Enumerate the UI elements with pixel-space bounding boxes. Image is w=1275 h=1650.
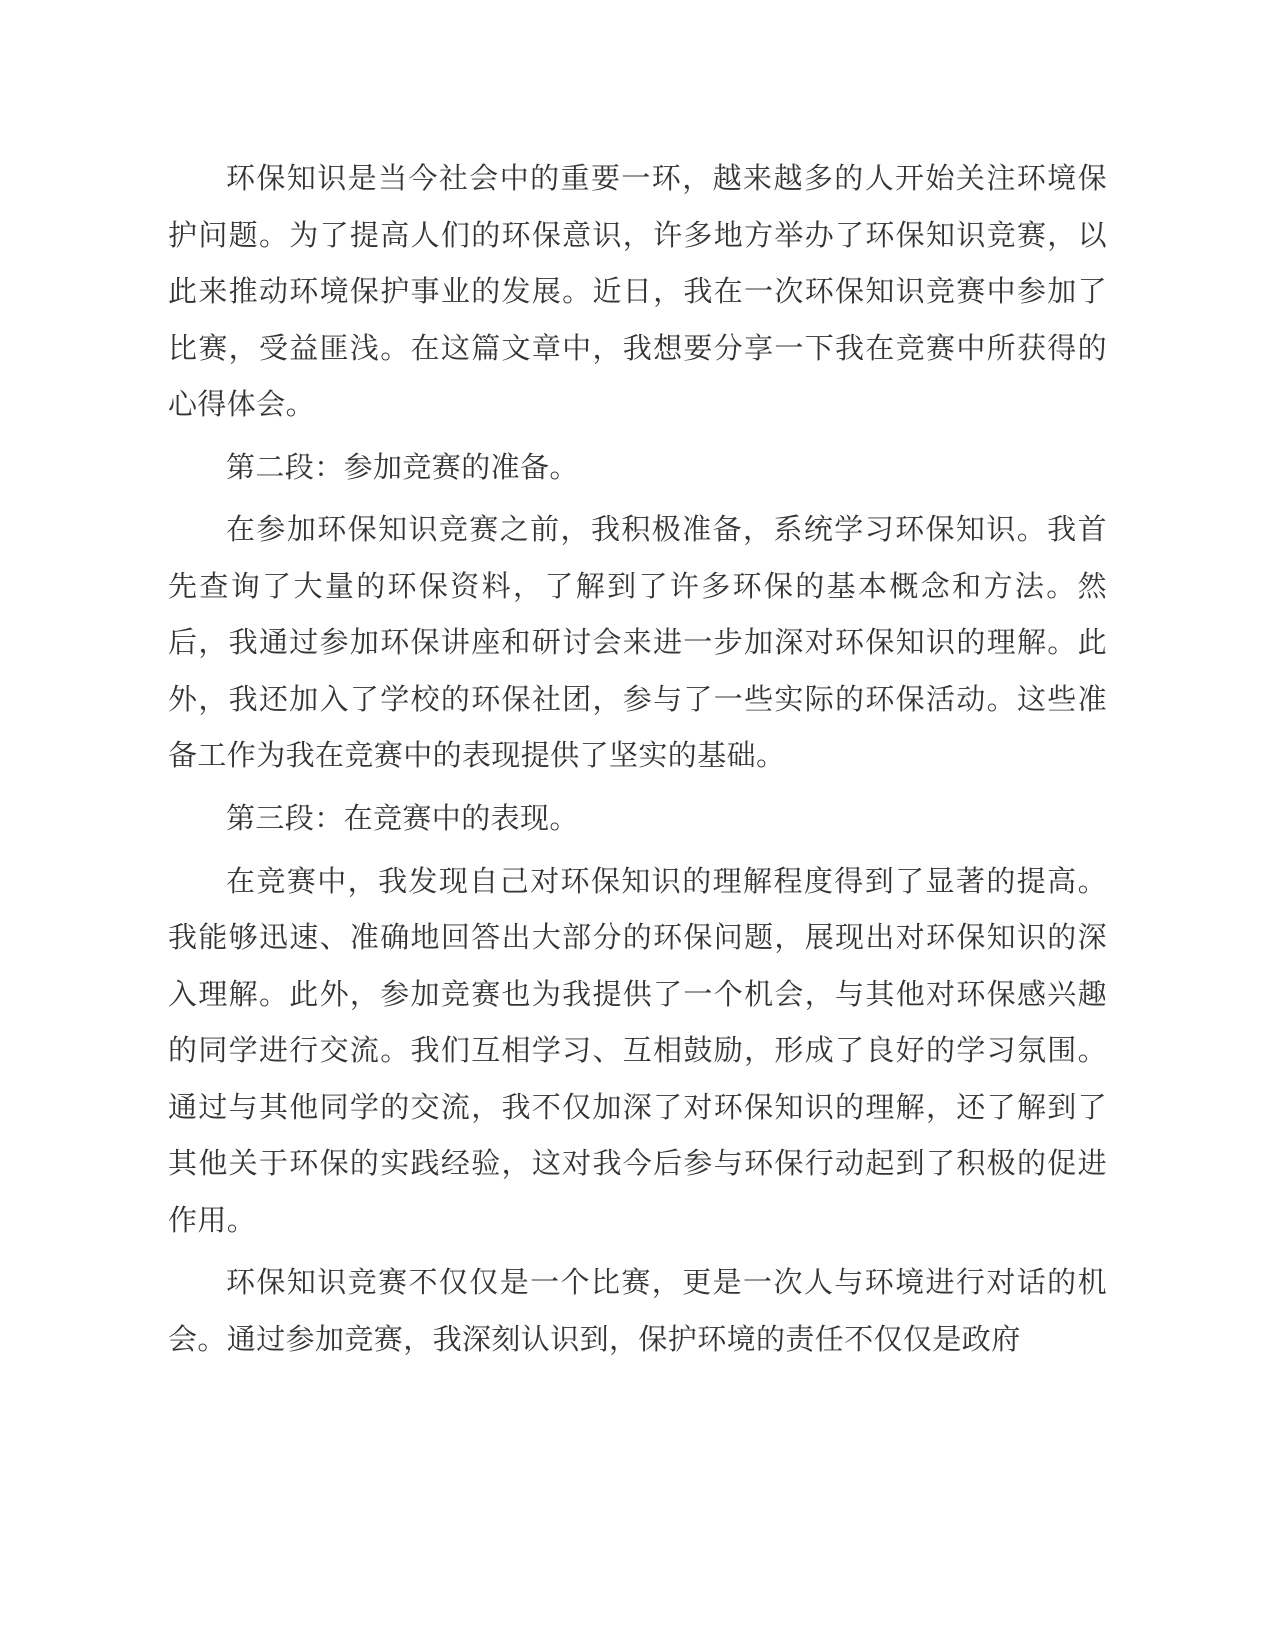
paragraph: 在参加环保知识竞赛之前，我积极准备，系统学习环保知识。我首先查询了大量的环保资料，了解到了许多环保的基本概念和方法。然后，我通过参加环保讲座和研讨会来进一步加深对环保知识的理解。此外，我还加入了学校的环保社团，参与了一些实际的环保活动。这些准备工作为我在竞赛中的表现提供了坚实的基础。 — [168, 512, 1107, 773]
document-body — [168, 150, 1107, 1367]
paragraph: 第二段：参加竞赛的准备。 — [226, 449, 579, 484]
paragraph: 在竞赛中，我发现自己对环保知识的理解程度得到了显著的提高。我能够迅速、准确地回答出大部分的环保问题，展现出对环保知识的深入理解。此外，参加竞赛也为我提供了一个机会，与其他对环保感兴趣的同学进行交流。我们互相学习、互相鼓励，形成了良好的学习氛围。通过与其他同学的交流，我不仅加深了对环保知识的理解，还了解到了其他关于环保的实践经验，这对我今后参与环保行动起到了积极的促进作用。 — [168, 863, 1107, 1237]
paragraph: 环保知识是当今社会中的重要一环，越来越多的人开始关注环境保护问题。为了提高人们的环保意识，许多地方举办了环保知识竞赛，以此来推动环境保护事业的发展。近日，我在一次环保知识竞赛中参加了比赛，受益匪浅。在这篇文章中，我想要分享一下我在竞赛中所获得的心得体会。 — [168, 161, 1107, 422]
paragraph: 环保知识竞赛不仅仅是一个比赛，更是一次人与环境进行对话的机会。通过参加竞赛，我深刻认识到，保护环境的责任不仅仅是政府 — [168, 1265, 1107, 1356]
paragraph: 第三段：在竞赛中的表现。 — [226, 801, 579, 836]
